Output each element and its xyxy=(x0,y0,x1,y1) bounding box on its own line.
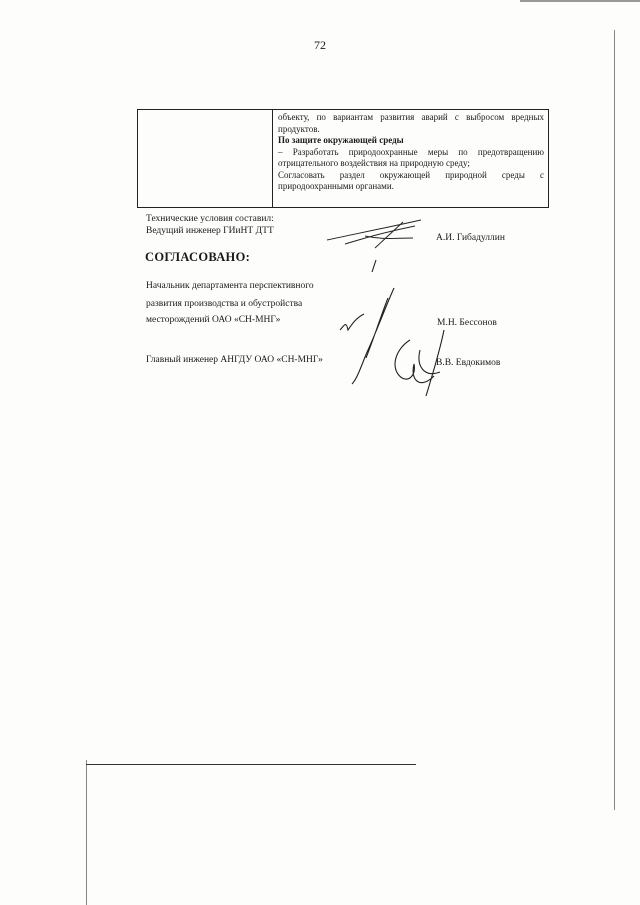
signature-bessonov xyxy=(330,258,420,388)
table-column-divider xyxy=(272,110,273,207)
scan-edge-right xyxy=(614,30,615,810)
page-number: 72 xyxy=(314,38,326,52)
signer1-title-line3: месторождений ОАО «СН-МНГ» xyxy=(146,315,281,325)
table-line-4: Согласовать раздел окружающей природной среды с природоохранными органами. xyxy=(278,169,544,191)
scan-edge-left xyxy=(86,760,87,905)
scan-edge-top xyxy=(520,0,640,2)
table-line-1: объекту, по вариантам развития аварий с выбросом вредных продуктов. xyxy=(278,112,544,134)
agreed-heading: СОГЛАСОВАНО: xyxy=(145,250,251,264)
footer-rule xyxy=(86,764,416,765)
table-text-cell xyxy=(278,112,544,193)
signer1-title-line2: развития производства и обустройства xyxy=(146,299,303,309)
table-line-3: – Разработать природоохранные меры по предотвращению отрицательного воздействия на природную среду; xyxy=(278,146,544,168)
author-name: А.И. Гибадуллин xyxy=(436,233,505,243)
table-section-heading: По защите окружающей среды xyxy=(278,135,404,145)
authors-caption: Технические условия составил: xyxy=(146,214,274,224)
signer2-name: В.В. Евдокимов xyxy=(436,358,501,368)
requirements-table xyxy=(137,109,549,208)
signer2-title: Главный инженер АНГДУ ОАО «СН-МНГ» xyxy=(146,355,323,365)
signature-gibadullin xyxy=(325,214,435,254)
signer1-title-line1: Начальник департамента перспективного xyxy=(146,281,314,291)
signer1-name: М.Н. Бессонов xyxy=(437,318,497,328)
author-title: Ведущий инженер ГИиНТ ДТТ xyxy=(146,226,274,236)
